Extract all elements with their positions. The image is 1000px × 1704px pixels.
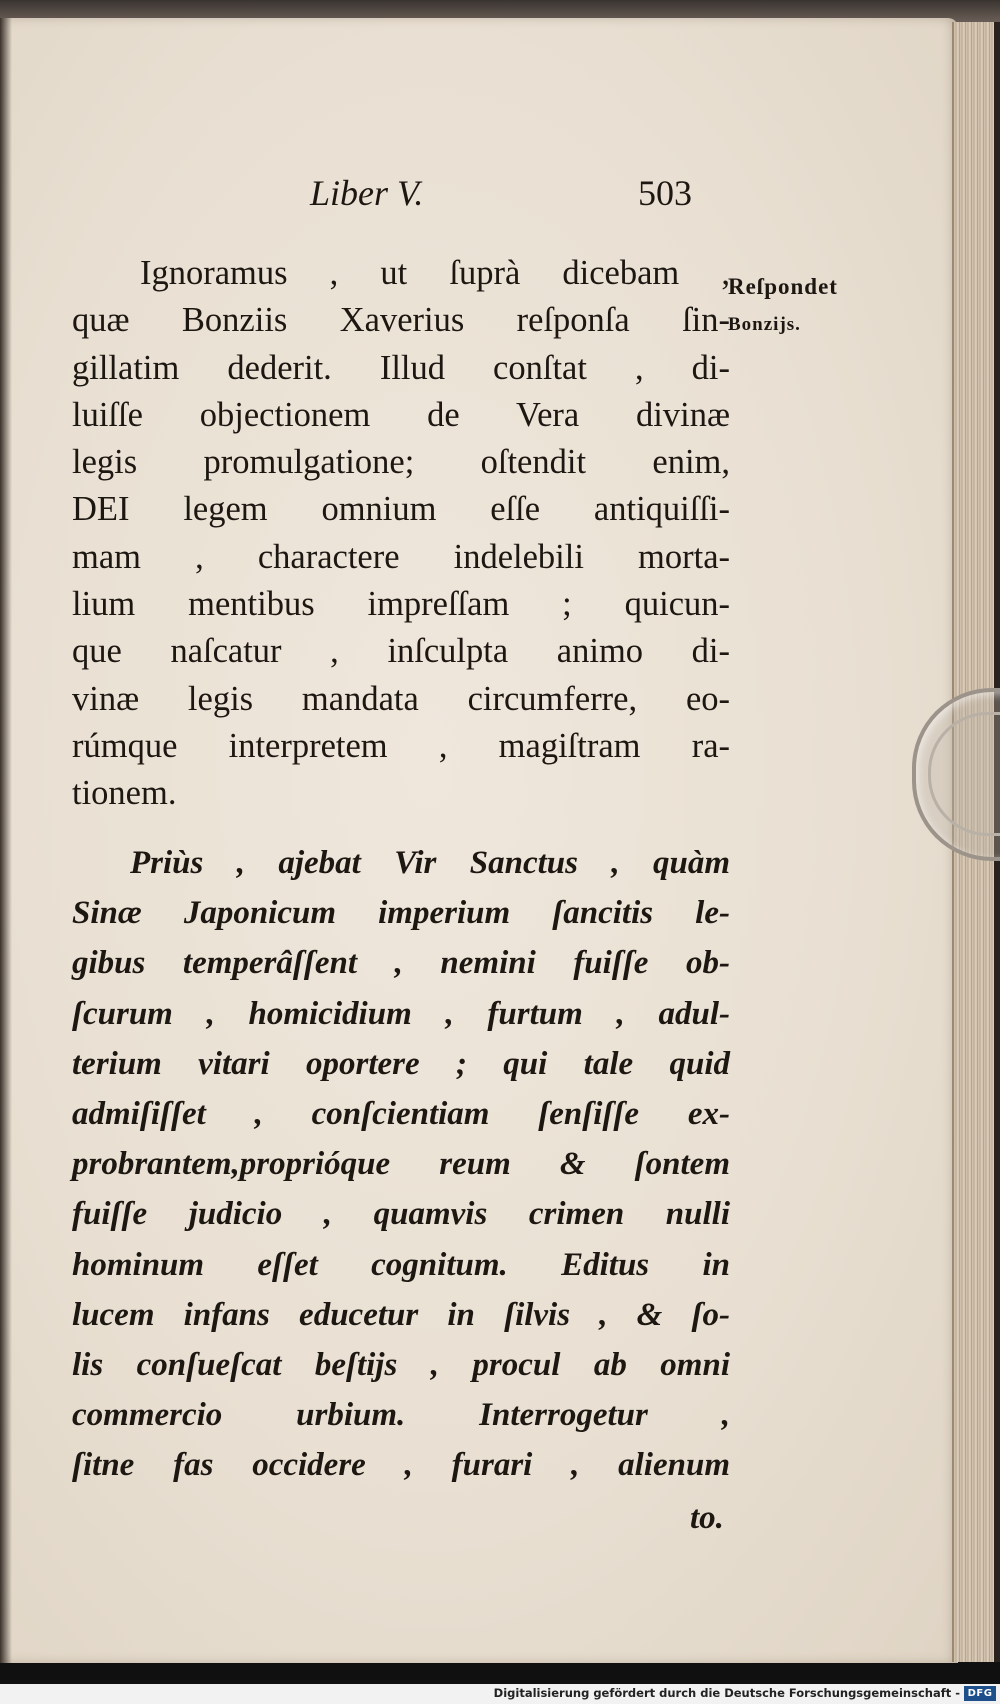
- page-number: 503: [638, 173, 692, 213]
- digitization-footer: [0, 1684, 1000, 1704]
- text-line: lium mentibus impreſſam ; quicun-: [72, 585, 730, 624]
- paragraph-2: [72, 838, 730, 1491]
- funding-credit: Digitalisierung gefördert durch die Deutsche Forschungsgemeinschaft -: [493, 1686, 960, 1700]
- paragraph-1: [72, 250, 730, 818]
- text-line: rúmque interpretem , magiſtram ra-: [72, 726, 730, 765]
- text-line: mam , charactere indelebili morta-: [72, 537, 730, 576]
- text-line: hominum eſſet cognitum. Editus in: [72, 1246, 730, 1283]
- page-header: [300, 172, 720, 222]
- text-line: probrantem,proprióque reum & ſontem: [72, 1146, 730, 1183]
- text-line: Sinæ Japonicum imperium ſancitis le-: [72, 895, 730, 932]
- dfg-logo: DFG: [964, 1686, 996, 1701]
- text-line: commercio urbium. Interrogetur ,: [72, 1397, 730, 1434]
- text-line: vinæ legis mandata circumferre, eo-: [72, 679, 730, 718]
- marginal-note-line: Reſpondet: [728, 274, 838, 299]
- catchword: to.: [690, 1500, 724, 1536]
- text-line: fuiſſe judicio , quamvis crimen nulli: [72, 1196, 730, 1233]
- text-line: ſitne fas occidere , furari , alienum: [72, 1447, 730, 1484]
- text-line: quæ Bonziis Xaverius reſponſa ſin-: [72, 301, 730, 340]
- text-line: ſcurum , homicidium , furtum , adul-: [72, 995, 730, 1032]
- text-line: gibus temperâſſent , nemini fuiſſe ob-: [72, 945, 730, 982]
- gutter-shadow: [0, 18, 12, 1663]
- text-line: terium vitari oportere ; qui tale quid: [72, 1045, 730, 1082]
- text-line: lucem infans educetur in ſilvis , & ſo-: [72, 1296, 730, 1333]
- text-line: luiſſe objectionem de Vera divinæ: [72, 395, 730, 434]
- running-title: Liber V.: [310, 173, 424, 213]
- text-line: que naſcatur , inſculpta animo di-: [72, 632, 730, 671]
- text-line: DEI legem omnium eſſe antiquiſſi-: [72, 490, 730, 529]
- text-line: lis conſueſcat beſtijs , procul ab omni: [72, 1347, 730, 1384]
- marginal-note: [728, 268, 898, 344]
- text-line: admiſiſſet , conſcientiam ſenſiſſe ex-: [72, 1096, 730, 1133]
- text-line: legis promulgatione; oſtendit enim,: [72, 443, 730, 482]
- text-line: Priùs , ajebat Vir Sanctus , quàm: [130, 845, 730, 881]
- text-line: Ignoramus , ut ſuprà dicebam ,: [140, 254, 730, 292]
- marginal-note-line: Bonzijs.: [728, 314, 801, 335]
- text-line: tionem.: [72, 774, 177, 813]
- text-line: gillatim dederit. Illud conſtat , di-: [72, 348, 730, 387]
